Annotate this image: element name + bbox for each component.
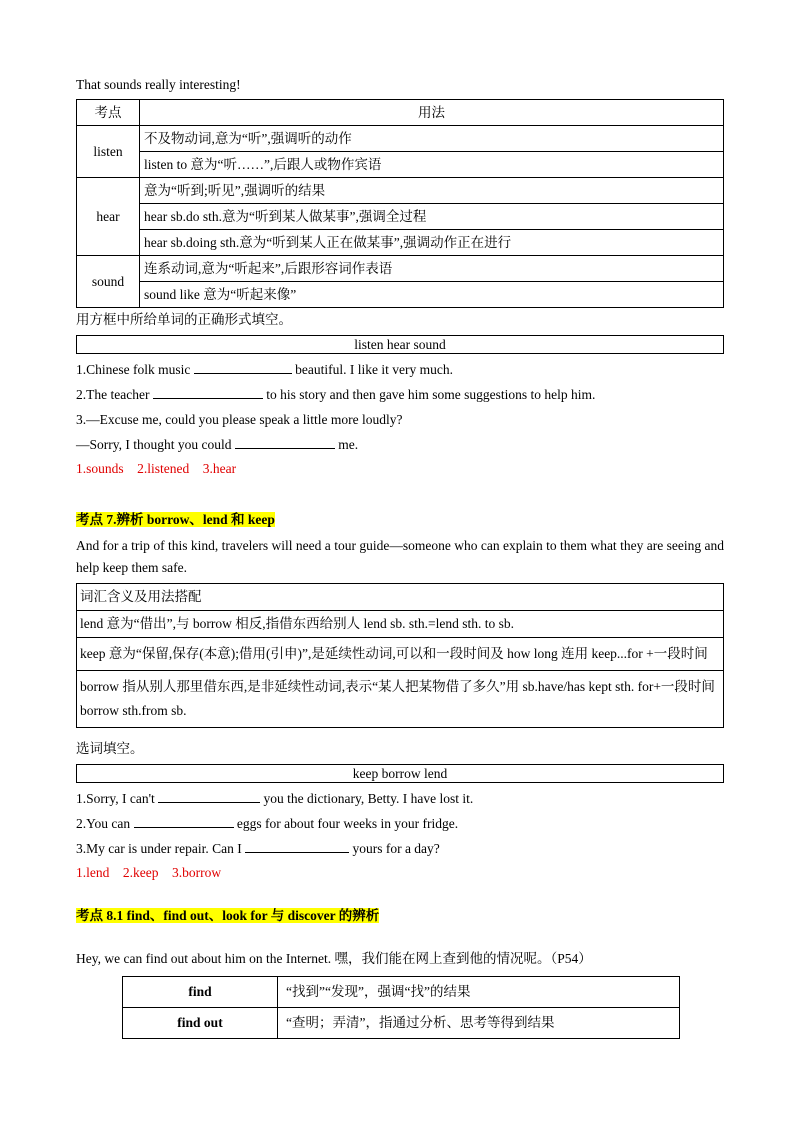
question-3-reply: —Sorry, I thought you could me. <box>76 437 359 452</box>
answer-blank[interactable] <box>158 790 260 803</box>
intro-sentence: That sounds really interesting! <box>76 77 241 92</box>
answer-blank[interactable] <box>245 840 349 853</box>
section-heading: 考点 8.1 find、find out、look for 与 discover 的辨析 <box>76 908 380 923</box>
vocab-table <box>76 583 724 728</box>
table-cell: 不及物动词,意为“听”,强调听的动作 <box>140 126 724 152</box>
table-cell: hear sb.do sth.意为“听到某人做某事”,强调全过程 <box>140 204 724 230</box>
table-cell: 连系动词,意为“听起来”,后跟形容词作表语 <box>140 256 724 282</box>
question-3: 3.—Excuse me, could you please speak a little more loudly? <box>76 412 403 427</box>
table-cell-word: find <box>123 977 278 1008</box>
section-heading: 考点 7.辨析 borrow、lend 和 keep <box>76 512 275 527</box>
example-sentence: And for a trip of this kind, travelers will need a tour guide—someone who can explain to them what they are seeing and help keep them safe. <box>76 538 724 575</box>
table-cell: 词汇含义及用法搭配 <box>77 584 724 611</box>
table-cell-word: find out <box>123 1008 278 1039</box>
word-sound: sound <box>77 256 140 308</box>
question-3: 3.My car is under repair. Can I yours for a day? <box>76 841 440 856</box>
table-header-point: 考点 <box>77 100 140 126</box>
usage-table <box>76 99 724 308</box>
table-cell: borrow 指从别人那里借东西,是非延续性动词,表示“某人把某物借了多久”用 sb.have/has kept sth. for+一段时间 borrow sth.from sb. <box>77 671 724 728</box>
table-cell: lend 意为“借出”,与 borrow 相反,指借东西给别人 lend sb. sth.=lend sth. to sb. <box>77 611 724 638</box>
exercise-instruction: 选词填空。 <box>76 741 144 756</box>
word-box: keep borrow lend <box>76 764 724 783</box>
word-listen: listen <box>77 126 140 178</box>
table-header-usage: 用法 <box>140 100 724 126</box>
answer-blank[interactable] <box>235 436 335 449</box>
table-cell-meaning: “查明；弄清”，指通过分析、思考等得到结果 <box>278 1008 680 1039</box>
word-box: listen hear sound <box>76 335 724 354</box>
exercise-instruction: 用方框中所给单词的正确形式填空。 <box>76 312 292 327</box>
answer-blank[interactable] <box>134 815 234 828</box>
table-cell: sound like 意为“听起来像” <box>140 282 724 308</box>
table-cell: listen to 意为“听……”,后跟人或物作宾语 <box>140 152 724 178</box>
word-hear: hear <box>77 178 140 256</box>
answer-blank[interactable] <box>153 386 263 399</box>
question-1: 1.Chinese folk music beautiful. I like it very much. <box>76 362 453 377</box>
answer-key: 1.lend 2.keep 3.borrow <box>76 865 222 880</box>
table-cell: 意为“听到;听见”,强调听的结果 <box>140 178 724 204</box>
example-sentence: Hey, we can find out about him on the Internet. 嘿，我们能在网上查到他的情况呢。（P54） <box>76 951 592 966</box>
answer-key: 1.sounds 2.listened 3.hear <box>76 461 237 476</box>
question-1: 1.Sorry, I can't you the dictionary, Betty. I have lost it. <box>76 791 474 806</box>
answer-blank[interactable] <box>194 361 292 374</box>
table-cell: keep 意为“保留,保存(本意);借用(引申)”,是延续性动词,可以和一段时间及 how long 连用 keep...for +一段时间 <box>77 638 724 671</box>
question-2: 2.The teacher to his story and then gave him some suggestions to help him. <box>76 387 596 402</box>
table-cell-meaning: “找到”“发现”，强调“找”的结果 <box>278 977 680 1008</box>
question-2: 2.You can eggs for about four weeks in your fridge. <box>76 816 459 831</box>
find-table <box>122 976 680 1039</box>
table-cell: hear sb.doing sth.意为“听到某人正在做某事”,强调动作正在进行 <box>140 230 724 256</box>
